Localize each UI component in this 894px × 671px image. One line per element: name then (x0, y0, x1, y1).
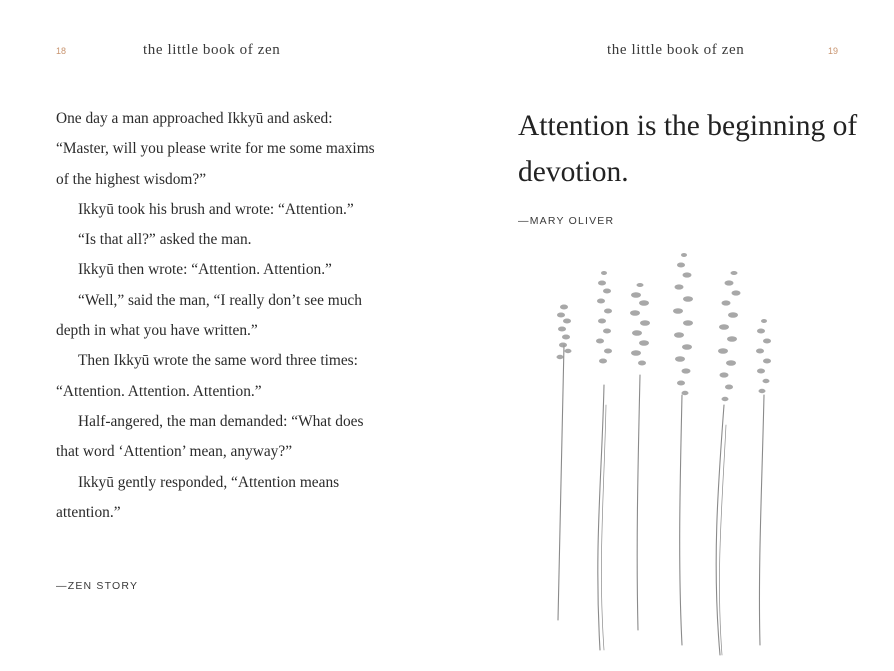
quote-attribution: —MARY OLIVER (518, 215, 615, 227)
lavender-stems-illustration (542, 245, 792, 665)
story-attribution: —ZEN STORY (56, 580, 139, 592)
story-paragraph: “Is that all?” asked the man. (78, 231, 252, 249)
story-paragraph: Ikkyū gently responded, “Attention means attention.” (56, 473, 340, 521)
flower-head-2 (596, 271, 612, 364)
quote-text: Attention is the beginning of devotion. (518, 110, 858, 188)
page-number-right: 19 (827, 46, 838, 56)
page-number-left: 18 (56, 46, 67, 56)
flower-head-6 (756, 319, 771, 393)
right-page (447, 0, 894, 671)
running-head-left: the little book of zen (143, 42, 281, 58)
zen-story-text (56, 104, 386, 528)
flower-head-4 (673, 253, 693, 395)
story-paragraph: Ikkyū then wrote: “Attention. Attention.” (78, 261, 332, 279)
story-paragraph: “Well,” said the man, “I really don’t see much depth in what you have written.” (56, 291, 362, 340)
story-paragraph: Half-angered, the man demanded: “What does that word ‘Attention’ mean, anyway?” (56, 412, 364, 461)
flower-head-5 (718, 271, 741, 401)
story-paragraph: Then Ikkyū wrote the same word three times: “Attention. Attention. Attention.” (56, 352, 358, 400)
running-head-right: the little book of zen (607, 42, 745, 58)
flower-head-3 (630, 283, 650, 366)
story-paragraph: Ikkyū took his brush and wrote: “Attention.” (78, 200, 354, 218)
story-paragraph: One day a man approached Ikkyū and asked: “Master, will you please write for me some maxims of the highest wisdom?” (56, 110, 375, 188)
